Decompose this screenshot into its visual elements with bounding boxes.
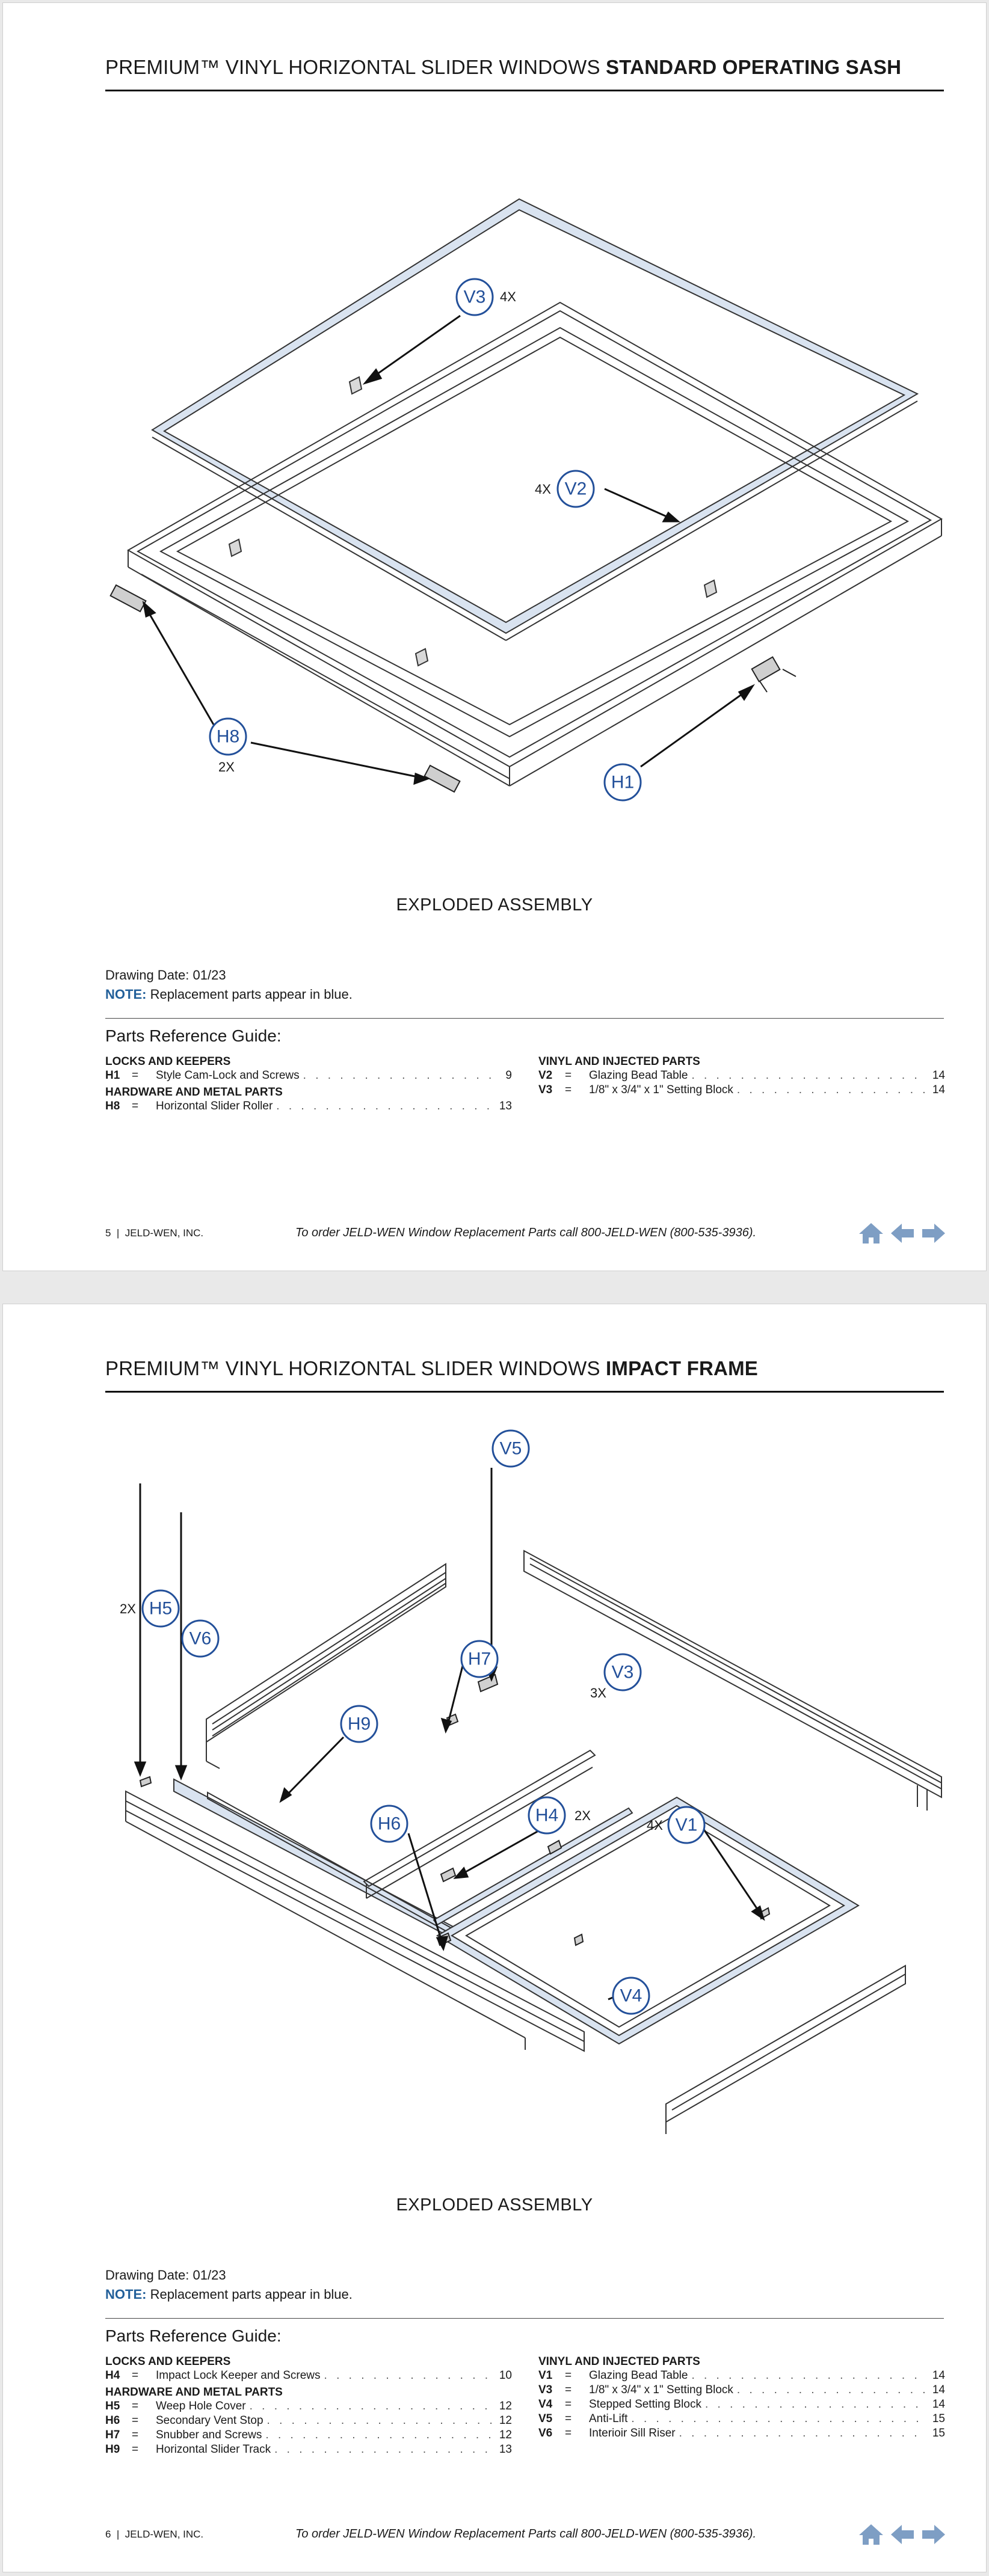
callout-h7 — [461, 1641, 498, 1677]
previous-arrow-icon[interactable] — [889, 2522, 916, 2547]
qty-v3: 3X — [590, 1685, 606, 1700]
callout-v3 — [457, 279, 493, 315]
svg-text:H9: H9 — [347, 1714, 371, 1734]
svg-text:V3: V3 — [611, 1662, 634, 1682]
page-title: PREMIUM™ VINYL HORIZONTAL SLIDER WINDOWS IMPACT FRAME — [105, 1357, 758, 1379]
slider-rollers — [111, 585, 460, 792]
section-vinyl-injected: VINYL AND INJECTED PARTS — [538, 1055, 700, 1068]
callout-v2 — [558, 471, 594, 507]
section-hardware-metal: HARDWARE AND METAL PARTS — [105, 1086, 283, 1099]
section-divider — [105, 2318, 944, 2319]
cam-lock — [752, 657, 796, 692]
section-locks-keepers: LOCKS AND KEEPERS — [105, 1055, 231, 1068]
part-row[interactable]: V2 = Glazing Bead Table . . . 14 — [538, 1069, 945, 1084]
svg-text:V5: V5 — [499, 1438, 522, 1459]
drawing-date: Drawing Date: 01/23 — [105, 968, 226, 983]
part-row[interactable]: H4 = Impact Lock Keeper and Screws . . . 10 — [105, 2369, 512, 2384]
svg-text:H1: H1 — [611, 772, 635, 793]
footer-page-info: 6 | JELD-WEN, INC. — [105, 2528, 204, 2540]
callout-h5 — [143, 1590, 179, 1627]
parts-guide-title: Parts Reference Guide: — [105, 1026, 282, 1045]
page-navigation — [857, 2522, 947, 2547]
callout-h1 — [605, 764, 641, 800]
svg-text:H8: H8 — [216, 726, 240, 747]
part-row[interactable]: V3 = 1/8" x 3/4" x 1" Setting Block . . . 14 — [538, 2384, 945, 2398]
home-icon[interactable] — [857, 2522, 885, 2547]
footer-order-info: To order JELD-WEN Window Replacement Parts call 800-JELD-WEN (800-535-3936). — [295, 1226, 757, 1239]
part-row[interactable]: V5 = Anti-Lift . . . 15 — [538, 2412, 945, 2427]
qty-v2: 4X — [535, 482, 551, 497]
callout-v4 — [613, 1978, 649, 2014]
qty-v3: 4X — [500, 289, 516, 304]
qty-h5: 2X — [120, 1601, 136, 1616]
part-row[interactable]: H5 = Weep Hole Cover . . . 12 — [105, 2400, 512, 2414]
footer-order-info: To order JELD-WEN Window Replacement Parts call 800-JELD-WEN (800-535-3936). — [295, 2527, 757, 2541]
callout-h9 — [341, 1706, 377, 1742]
svg-text:H6: H6 — [377, 1814, 401, 1834]
part-row[interactable]: H1 = Style Cam-Lock and Screws . . . 9 — [105, 1069, 512, 1084]
parts-guide-title: Parts Reference Guide: — [105, 2326, 282, 2345]
glazing-bead-frame — [152, 199, 917, 640]
svg-text:V4: V4 — [620, 1986, 642, 2006]
part-row[interactable]: V1 = Glazing Bead Table . . . 14 — [538, 2369, 945, 2384]
part-row[interactable]: H8 = Horizontal Slider Roller . . . 13 — [105, 1100, 512, 1114]
next-arrow-icon[interactable] — [920, 1221, 947, 1245]
part-row[interactable]: H6 = Secondary Vent Stop . . . 12 — [105, 2414, 512, 2429]
callout-h8 — [210, 719, 246, 755]
svg-text:V6: V6 — [189, 1628, 212, 1649]
part-row[interactable]: V3 = 1/8" x 3/4" x 1" Setting Block . . . 14 — [538, 1084, 945, 1098]
qty-h4: 2X — [575, 1808, 591, 1823]
page-title: PREMIUM™ VINYL HORIZONTAL SLIDER WINDOWS STANDARD OPERATING SASH — [105, 56, 902, 78]
impact-frame-exploded-drawing — [3, 1304, 987, 2182]
previous-arrow-icon[interactable] — [889, 1221, 916, 1245]
home-icon[interactable] — [857, 1221, 885, 1245]
section-divider — [105, 1018, 944, 1019]
parts-column-right — [538, 1053, 945, 1098]
parts-column-left — [105, 1053, 512, 1114]
part-row[interactable]: H7 = Snubber and Screws . . . 12 — [105, 2429, 512, 2443]
section-hardware-metal: HARDWARE AND METAL PARTS — [105, 2386, 283, 2399]
svg-text:V3: V3 — [463, 287, 486, 307]
svg-text:V1: V1 — [675, 1815, 698, 1835]
footer-page-info: 5 | JELD-WEN, INC. — [105, 1227, 204, 1239]
jamb-frame-member — [524, 1551, 941, 1811]
callout-h4 — [529, 1797, 565, 1833]
part-row[interactable]: V4 = Stepped Setting Block . . . 14 — [538, 2398, 945, 2412]
next-arrow-icon[interactable] — [920, 2522, 947, 2547]
part-row[interactable]: H9 = Horizontal Slider Track . . . 13 — [105, 2443, 512, 2458]
drawing-date: Drawing Date: 01/23 — [105, 2268, 226, 2283]
replacement-note: NOTE: Replacement parts appear in blue. — [105, 987, 353, 1002]
callout-v1 — [668, 1807, 704, 1843]
section-locks-keepers: LOCKS AND KEEPERS — [105, 2355, 231, 2368]
sash-exploded-drawing — [3, 3, 987, 881]
parts-column-left — [105, 2353, 512, 2458]
drawing-caption: EXPLODED ASSEMBLY — [396, 2195, 593, 2215]
svg-text:H7: H7 — [467, 1649, 491, 1669]
callout-v6 — [182, 1621, 218, 1657]
svg-text:H4: H4 — [535, 1805, 559, 1826]
catalog-page-standard-operating-sash — [2, 2, 987, 1271]
callout-v5 — [493, 1431, 529, 1467]
parts-column-right — [538, 2353, 945, 2441]
svg-text:V2: V2 — [564, 479, 587, 499]
qty-h8: 2X — [218, 759, 235, 774]
page-navigation — [857, 1221, 947, 1245]
drawing-caption: EXPLODED ASSEMBLY — [396, 895, 593, 915]
callout-h6 — [371, 1806, 407, 1842]
callout-v3 — [605, 1654, 641, 1690]
head-frame-member — [206, 1564, 446, 1768]
catalog-page-impact-frame — [2, 1304, 987, 2572]
qty-v1: 4X — [647, 1818, 663, 1833]
replacement-note: NOTE: Replacement parts appear in blue. — [105, 2287, 353, 2302]
part-row[interactable]: V6 = Interioir Sill Riser . . . 15 — [538, 2427, 945, 2441]
section-vinyl-injected: VINYL AND INJECTED PARTS — [538, 2355, 700, 2368]
svg-text:H5: H5 — [149, 1598, 173, 1619]
